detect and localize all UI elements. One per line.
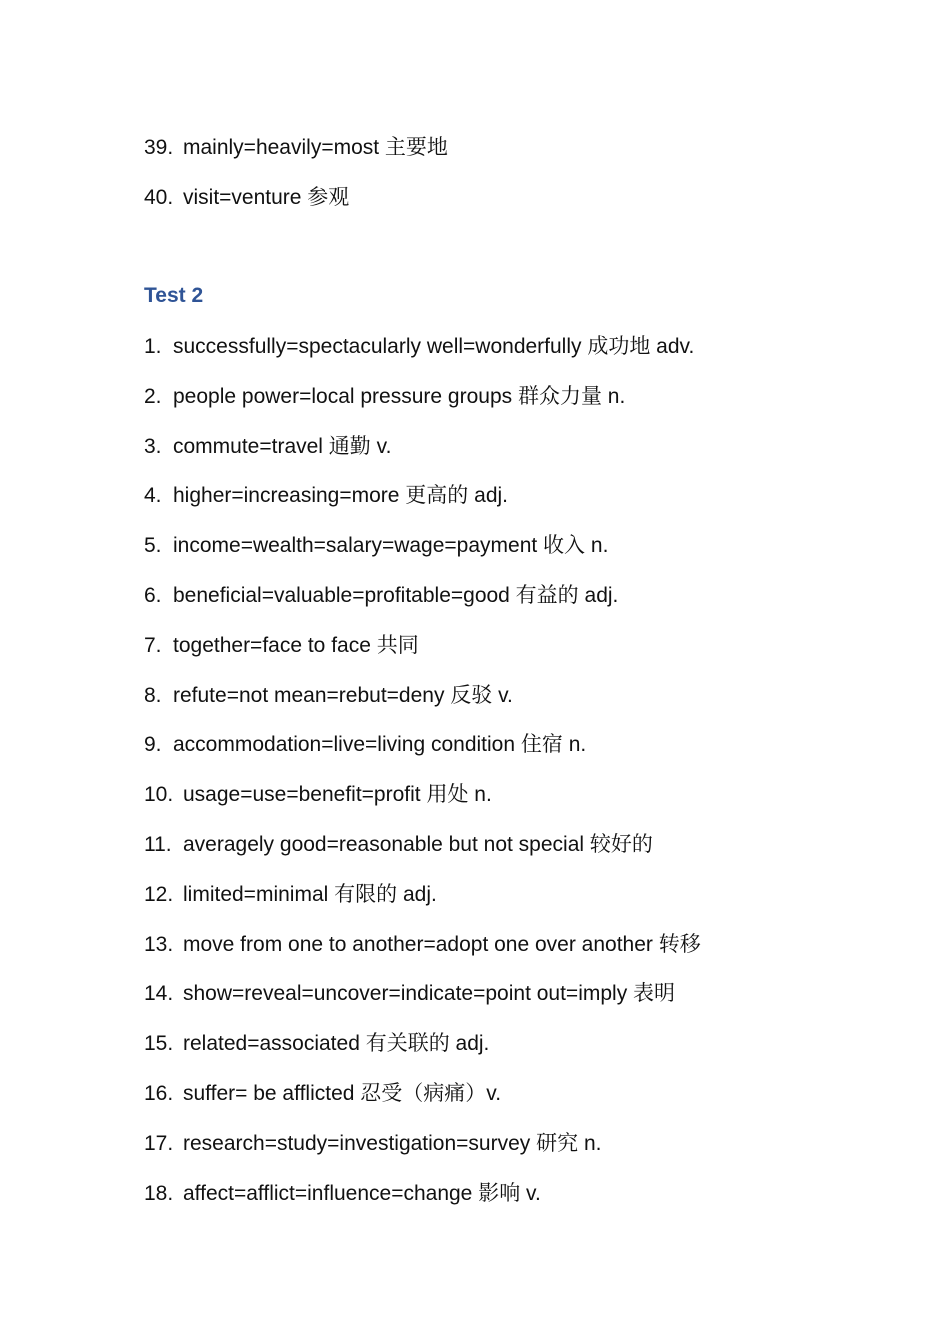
item-text: show=reveal=uncover=indicate=point out=imply 表明 bbox=[183, 982, 676, 1006]
list-item bbox=[144, 133, 448, 183]
item-text: usage=use=benefit=profit 用处 n. bbox=[183, 783, 492, 807]
list-item bbox=[144, 183, 448, 233]
item-text: move from one to another=adopt one over another 转移 bbox=[183, 932, 701, 956]
list-item bbox=[144, 681, 701, 731]
list-item bbox=[144, 581, 701, 631]
item-text: mainly=heavily=most 主要地 bbox=[183, 136, 448, 159]
item-text: related=associated 有关联的 adj. bbox=[183, 1032, 490, 1056]
list-item bbox=[144, 730, 701, 780]
item-number: 1. bbox=[144, 335, 162, 358]
item-number: 8. bbox=[144, 683, 162, 707]
item-text: visit=venture 参观 bbox=[183, 185, 350, 209]
item-number: 9. bbox=[144, 733, 162, 757]
item-text: averagely good=reasonable but not special 较好的 bbox=[183, 832, 653, 856]
item-text: limited=minimal 有限的 adj. bbox=[183, 882, 437, 906]
item-number: 15. bbox=[144, 1032, 174, 1056]
list-item bbox=[144, 531, 701, 581]
item-number: 10. bbox=[144, 783, 174, 807]
list-item bbox=[144, 780, 701, 830]
item-text: income=wealth=salary=wage=payment 收入 n. bbox=[173, 534, 609, 558]
item-text: affect=afflict=influence=change 影响 v. bbox=[183, 1181, 541, 1205]
list-item bbox=[144, 382, 701, 432]
list-item bbox=[144, 631, 701, 681]
item-number: 16. bbox=[144, 1081, 174, 1105]
item-number: 40. bbox=[144, 185, 174, 209]
item-text: commute=travel 通勤 v. bbox=[173, 434, 392, 458]
item-number: 3. bbox=[144, 434, 162, 458]
item-number: 13. bbox=[144, 932, 174, 956]
item-text: higher=increasing=more 更高的 adj. bbox=[173, 484, 508, 508]
item-number: 5. bbox=[144, 534, 162, 558]
item-text: research=study=investigation=survey 研究 n. bbox=[183, 1131, 602, 1155]
item-number: 12. bbox=[144, 882, 174, 906]
list-item bbox=[144, 1079, 701, 1129]
list-item bbox=[144, 979, 701, 1029]
list-item bbox=[144, 432, 701, 482]
item-text: people power=local pressure groups 群众力量 n. bbox=[173, 384, 626, 408]
list-item bbox=[144, 332, 701, 382]
item-number: 2. bbox=[144, 384, 162, 408]
item-number: 4. bbox=[144, 484, 162, 508]
item-text: successfully=spectacularly well=wonderfully 成功地 adv. bbox=[173, 335, 695, 358]
item-text: refute=not mean=rebut=deny 反驳 v. bbox=[173, 683, 513, 707]
item-number: 17. bbox=[144, 1131, 174, 1155]
item-number: 18. bbox=[144, 1181, 174, 1205]
list-item bbox=[144, 930, 701, 980]
item-number: 7. bbox=[144, 633, 162, 657]
vocab-list-previous bbox=[144, 133, 448, 233]
item-text: suffer= be afflicted 忍受（病痛）v. bbox=[183, 1081, 502, 1105]
item-text: accommodation=live=living condition 住宿 n. bbox=[173, 733, 587, 757]
item-text: together=face to face 共同 bbox=[173, 633, 419, 657]
list-item bbox=[144, 1179, 701, 1229]
list-item bbox=[144, 1129, 701, 1179]
list-item bbox=[144, 481, 701, 531]
item-text: beneficial=valuable=profitable=good 有益的 adj. bbox=[173, 583, 619, 607]
vocab-list-test2 bbox=[144, 332, 701, 1228]
list-item bbox=[144, 880, 701, 930]
item-number: 11. bbox=[144, 832, 172, 856]
item-number: 39. bbox=[144, 136, 174, 159]
list-item bbox=[144, 1029, 701, 1079]
item-number: 14. bbox=[144, 982, 174, 1006]
item-number: 6. bbox=[144, 583, 162, 607]
list-item bbox=[144, 830, 701, 880]
section-heading: Test 2 bbox=[144, 284, 204, 307]
